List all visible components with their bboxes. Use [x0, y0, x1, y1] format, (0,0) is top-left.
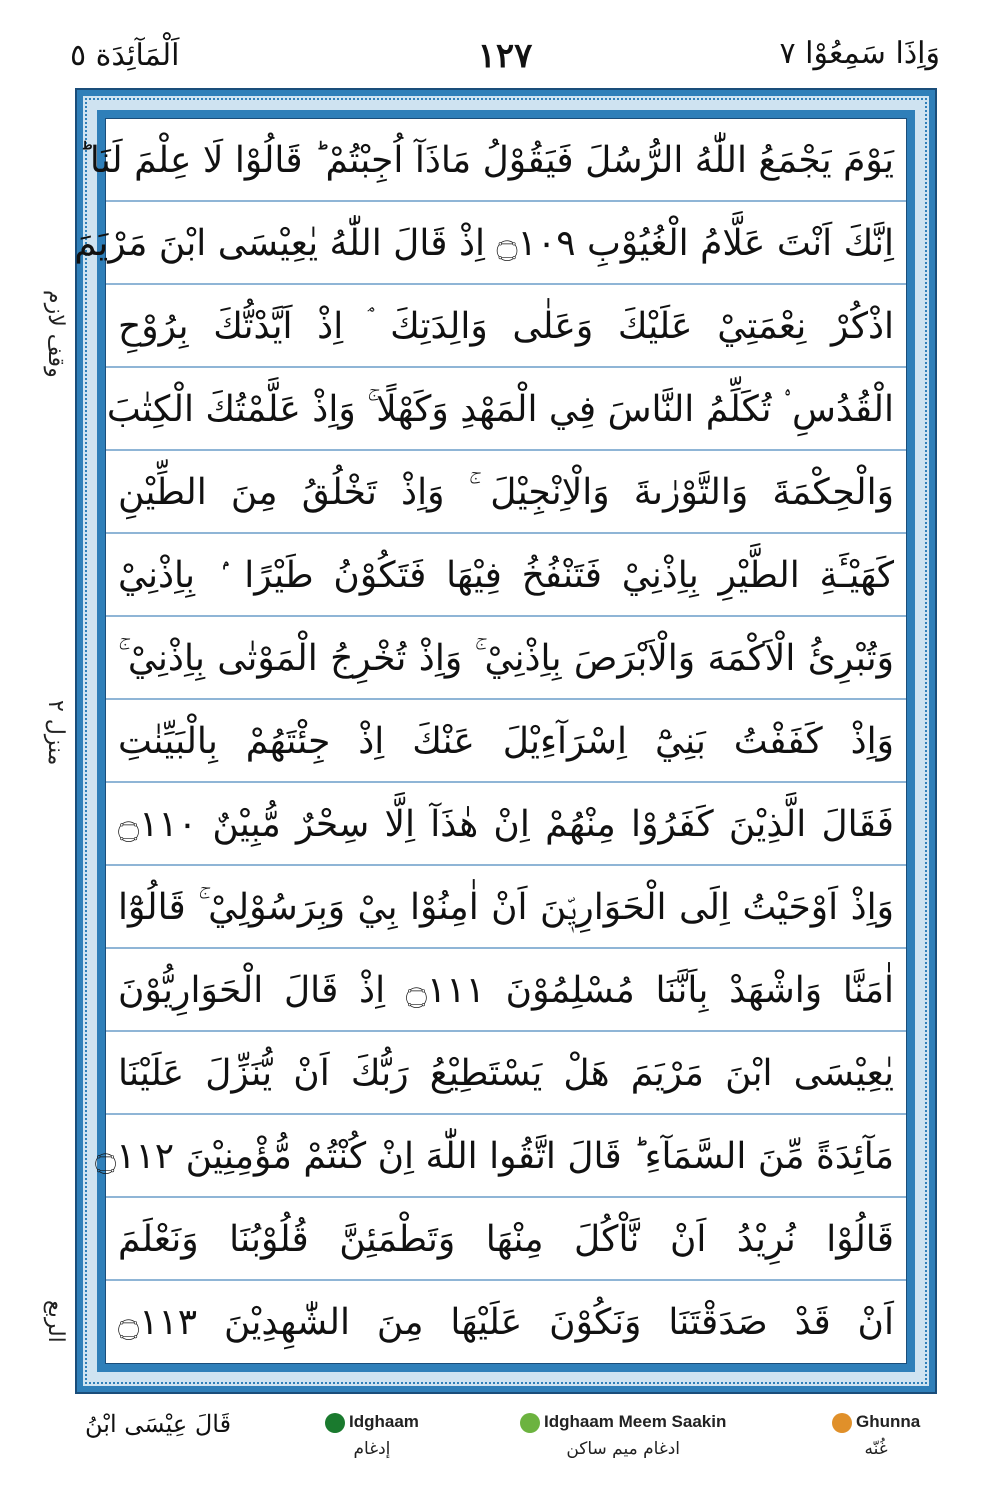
- text-line-10: وَاِذْ اَوْحَيْتُ اِلَى الْحَوَارِيّٖنَ اَنْ اٰمِنُوْا بِيْ وَبِرَسُوْلِيْ ۚ قَالُوْٓا: [106, 866, 906, 949]
- text-line-3: اذْكُرْ نِعْمَتِيْ عَلَيْكَ وَعَلٰى وَالِدَتِكَ ۘ اِذْ اَيَّدْتُّكَ بِرُوْحِ: [106, 285, 906, 368]
- margin-note-rub: الربع: [43, 1300, 68, 1343]
- text-line-5: وَالْحِكْمَةَ وَالتَّوْرٰىةَ وَالْاِنْجِيْلَ ۚ وَاِذْ تَخْلُقُ مِنَ الطِّيْنِ: [106, 451, 906, 534]
- legend-arabic: ادغام میم ساکن: [566, 1438, 681, 1459]
- legend-label: Idghaam: [349, 1412, 419, 1431]
- page-number: ١٢٧: [477, 36, 533, 76]
- decorative-frame: [75, 88, 937, 1394]
- text-line-1: يَوْمَ يَجْمَعُ اللّٰهُ الرُّسُلَ فَيَقُوْلُ مَاذَآ اُجِبْتُمْ ؕ قَالُوْا لَا عِلْمَ لَنَا ؕ: [106, 119, 906, 202]
- text-line-4: الْقُدُسِ ۟ تُكَلِّمُ النَّاسَ فِي الْمَهْدِ وَكَهْلًا ۚ وَاِذْ عَلَّمْتُكَ الْكِتٰبَ: [106, 368, 906, 451]
- idghaam-color-dot: [325, 1413, 345, 1433]
- ghunna-color-dot: [832, 1413, 852, 1433]
- text-page: [74, 118, 907, 1364]
- text-line-11: اٰمَنَّا وَاشْهَدْ بِاَنَّنَا مُسْلِمُوْنَ ۝١١١ اِذْ قَالَ الْحَوَارِيُّوْنَ: [106, 949, 906, 1032]
- idghaam-meem-color-dot: [520, 1413, 540, 1433]
- margin-note-manzil: منزل ٢: [43, 700, 68, 766]
- legend-arabic: غُنّه: [864, 1438, 888, 1459]
- catchword: قَالَ عِيْسَى ابْنُ: [85, 1410, 232, 1438]
- legend-label: Ghunna: [856, 1412, 921, 1431]
- text-line-13: مَآئِدَةً مِّنَ السَّمَآءِ ؕ قَالَ اتَّقُوا اللّٰهَ اِنْ كُنْتُمْ مُّؤْمِنِيْنَ ۝١١٢: [106, 1115, 906, 1198]
- text-line-7: وَتُبْرِئُ الْاَكْمَهَ وَالْاَبْرَصَ بِاِذْنِيْ ۚ وَاِذْ تُخْرِجُ الْمَوْتٰى بِاِذْنِيْ ۚ: [106, 617, 906, 700]
- legend-ghunna: [832, 1412, 920, 1459]
- margin-note-waqf: وقف لازم: [43, 290, 68, 378]
- surah-name: اَلْمَآئِدَة ٥: [70, 38, 180, 73]
- text-line-15: اَنْ قَدْ صَدَقْتَنَا وَنَكُوْنَ عَلَيْهَا مِنَ الشّٰهِدِيْنَ ۝١١٣: [118, 1302, 894, 1343]
- text-line-8: وَاِذْ كَفَفْتُ بَنِيْٓ اِسْرَآءِيْلَ عَنْكَ اِذْ جِئْتَهُمْ بِالْبَيِّنٰتِ: [106, 700, 906, 783]
- page-header: [70, 30, 940, 90]
- legend-arabic: إدغام: [353, 1438, 391, 1459]
- text-line-12: يٰعِيْسَى ابْنَ مَرْيَمَ هَلْ يَسْتَطِيْعُ رَبُّكَ اَنْ يُّنَزِّلَ عَلَيْنَا: [106, 1032, 906, 1115]
- text-line-2: اِنَّكَ اَنْتَ عَلَّامُ الْغُيُوْبِ ۝١٠٩ اِذْ قَالَ اللّٰهُ يٰعِيْسَى ابْنَ مَرْيَمَ: [106, 202, 906, 285]
- legend-label: Idghaam Meem Saakin: [544, 1412, 727, 1431]
- text-line-6: كَهَيْـَٔةِ الطَّيْرِ بِاِذْنِيْ فَتَنْفُخُ فِيْهَا فَتَكُوْنُ طَيْرًا ۢ بِاِذْنِيْ: [106, 534, 906, 617]
- juz-name: وَاِذَا سَمِعُوْا ٧: [779, 36, 940, 71]
- legend-idghaam: [325, 1412, 419, 1459]
- legend-idghaam-meem-saakin: [520, 1412, 726, 1459]
- page-footer: [60, 1408, 940, 1478]
- text-line-9: فَقَالَ الَّذِيْنَ كَفَرُوْا مِنْهُمْ اِنْ هٰذَآ اِلَّا سِحْرٌ مُّبِيْنٌ ۝١١٠: [106, 783, 906, 866]
- text-line-14: قَالُوْا نُرِيْدُ اَنْ نَّاْكُلَ مِنْهَا وَتَطْمَئِنَّ قُلُوْبُنَا وَنَعْلَمَ: [106, 1198, 906, 1281]
